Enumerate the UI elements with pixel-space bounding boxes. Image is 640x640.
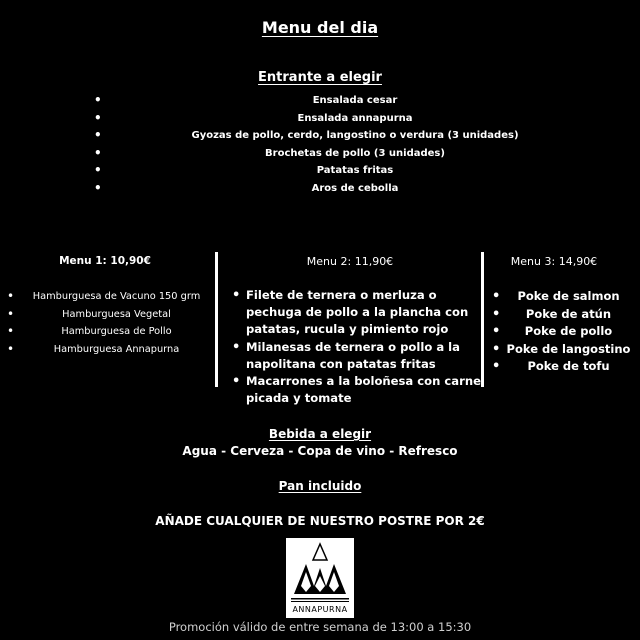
list-item: • Milanesas de ternera o pollo a la napolitana con patatas fritas [232, 339, 482, 373]
entrantes-list [90, 92, 610, 198]
list-item: • Poke de langostino [490, 341, 635, 359]
list-item: • Poke de atún [490, 306, 635, 324]
list-item: • Macarrones a la boloñesa con carne picada y tomate [232, 373, 482, 407]
list-item: • Poke de salmon [490, 288, 635, 306]
promo-footer: Promoción válido de entre semana de 13:00 a 15:30 [168, 620, 472, 634]
postre-note: AÑADE CUALQUIER DE NUESTRO POSTRE POR 2€ [155, 514, 485, 528]
list-item: • Aros de cebolla [90, 180, 610, 198]
menu-1-heading: Menu 1: 10,90€ [59, 255, 151, 267]
pan-note [0, 479, 640, 493]
list-item: • Filete de ternera o merluza o pechuga de pollo a la plancha con patatas, rucula y pimiento rojo [232, 287, 482, 339]
bebida-heading [0, 427, 640, 441]
menu-2-heading: Menu 2: 11,90€ [306, 255, 394, 268]
list-item: • Hamburguesa de Vacuno 150 grm [0, 288, 215, 306]
list-item: • Gyozas de pollo, cerdo, langostino o verdura (3 unidades) [90, 127, 610, 145]
entrantes-heading [0, 70, 640, 85]
divider-left [215, 252, 218, 387]
list-item: • Hamburguesa Annapurna [0, 341, 215, 359]
list-item: • Poke de tofu [490, 358, 635, 376]
list-item: • Poke de pollo [490, 323, 635, 341]
list-item: • Ensalada annapurna [90, 110, 610, 128]
bebida-heading-text: Bebida a elegir [268, 427, 372, 441]
list-item: • Hamburguesa de Pollo [0, 323, 215, 341]
menu-3-list [490, 288, 635, 376]
page-title [0, 18, 640, 37]
pan-note-text: Pan incluido [278, 479, 362, 493]
page-title-text: Menu del dia [261, 18, 379, 37]
entrantes-heading-text: Entrante a elegir [258, 70, 382, 85]
annapurna-logo [286, 538, 354, 618]
list-item: • Hamburguesa Vegetal [0, 306, 215, 324]
bebida-options: Agua - Cerveza - Copa de vino - Refresco [182, 444, 458, 458]
list-item: • Patatas fritas [90, 162, 610, 180]
list-item: • Ensalada cesar [90, 92, 610, 110]
list-item: • Brochetas de pollo (3 unidades) [90, 145, 610, 163]
menu-2-list [232, 287, 482, 407]
divider-right [481, 252, 484, 387]
menu-1-list [0, 288, 215, 358]
logo-text: ANNAPURNA [292, 605, 348, 614]
menu-3-heading: Menu 3: 14,90€ [510, 255, 598, 268]
